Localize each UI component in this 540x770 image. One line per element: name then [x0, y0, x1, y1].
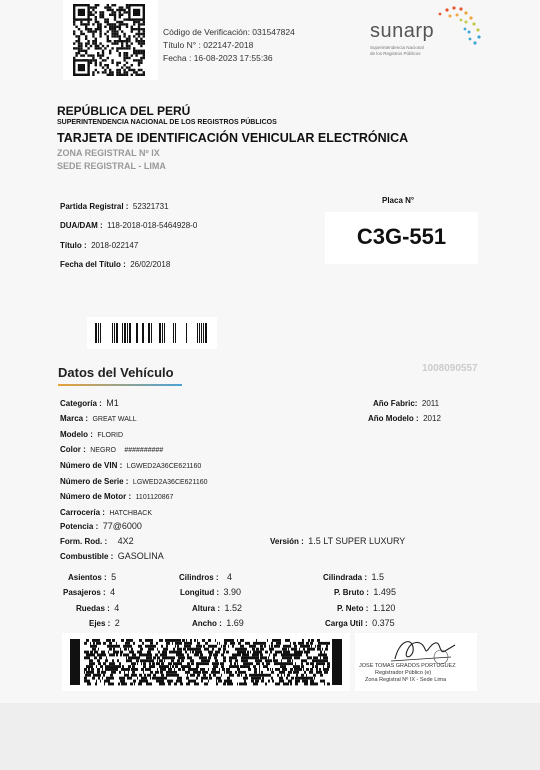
partida-value: 52321731: [132, 202, 169, 211]
anio-mod-row: Año Modelo : 2012: [368, 414, 441, 423]
neto-row: P. Neto : 1.120: [337, 603, 396, 613]
dua-label: DUA/DAM :: [60, 221, 103, 230]
asientos-row: Asientos : 5: [68, 572, 117, 582]
bruto-row: P. Bruto : 1.495: [334, 587, 396, 597]
institution-title: SUPERINTENDENCIA NACIONAL DE LOS REGISTROS PÚBLICOS: [57, 119, 277, 126]
combustible-row: Combustible : GASOLINA: [60, 551, 164, 561]
signatory-name: JOSE TOMAS GRADOS PORTUGUEZ: [359, 663, 456, 669]
titulo-row: [60, 235, 138, 253]
potencia-row: Potencia : 77@6000: [60, 521, 142, 531]
carga-row: Carga Util : 0.375: [325, 618, 395, 628]
country-title: REPÚBLICA DEL PERÚ: [57, 104, 191, 118]
partida-label: Partida Registral :: [60, 202, 129, 211]
dua-row: [60, 215, 197, 233]
ruedas-row: Ruedas : 4: [76, 603, 120, 613]
carroceria-row: Carrocería : HATCHBACK: [60, 508, 153, 517]
ancho-row: Ancho : 1.69: [192, 618, 244, 628]
fecha-row: [60, 254, 170, 272]
seat-title: SEDE REGISTRAL - LIMA: [57, 161, 166, 171]
plate-box: [325, 212, 478, 264]
sunarp-logo-text: sunarp: [370, 20, 435, 42]
ejes-row: Ejes : 2: [89, 618, 120, 628]
cilindros-row: Cilindros : 4: [179, 572, 233, 582]
signatory-office: Zona Registral Nº IX - Sede Lima: [365, 677, 447, 683]
signature-block: [355, 633, 477, 691]
verification-date: Fecha : 16-08-2023 17:55:36: [163, 53, 273, 63]
verification-code: Código de Verificación: 031547824: [163, 27, 295, 37]
altura-row: Altura : 1.52: [192, 603, 242, 613]
section-underline: [58, 384, 182, 386]
motor-row: Número de Motor : 1101120867: [60, 492, 174, 501]
sunarp-logo-subtitle: Superintendencia Nacional de los Registros Públicos: [370, 45, 424, 56]
signatory-role: Registrador Público (e): [375, 670, 432, 676]
pasajeros-row: Pasajeros : 4: [63, 587, 116, 597]
categoria-row: Categoría : M1: [60, 398, 119, 408]
longitud-row: Longitud : 3.90: [180, 587, 242, 597]
modelo-row: Modelo : FLORID: [60, 430, 124, 439]
version-row: Versión : 1.5 LT SUPER LUXURY: [270, 536, 406, 546]
titulo-value: 2018-022147: [91, 241, 139, 250]
plate-number: C3G-551: [356, 224, 447, 249]
document-number: 1008090557: [422, 363, 478, 374]
vin-row: Número de VIN : LGWED2A36CE621160: [60, 461, 202, 470]
color-row: Color : NEGRO ##########: [60, 445, 164, 454]
anio-fab-row: Año Fabric: 2011: [373, 399, 440, 408]
signature-text: [359, 663, 456, 684]
signature-scribble-icon: [355, 633, 477, 667]
fecha-label: Fecha del Título :: [60, 260, 126, 269]
plate-label: Placa N°: [382, 196, 415, 205]
section-title: Datos del Vehículo: [58, 365, 174, 380]
zone-title: ZONA REGISTRAL Nº IX: [57, 148, 160, 158]
verification-block: [163, 26, 295, 65]
cilindrada-row: Cilindrada : 1.5: [323, 572, 384, 582]
marca-row: Marca : GREAT WALL: [60, 414, 137, 423]
form-row: Form. Rod. : 4X2: [60, 536, 134, 546]
dua-value: 118-2018-018-5464928-0: [107, 221, 198, 230]
sunarp-logo: [362, 2, 492, 64]
partida-row: [60, 196, 169, 214]
qr-code: [63, 0, 158, 80]
document-title: TARJETA DE IDENTIFICACIÓN VEHICULAR ELECTRÓNICA: [57, 131, 409, 145]
small-barcode: [87, 317, 217, 349]
verification-title: Título N° : 022147-2018: [163, 40, 254, 50]
titulo-label: Título :: [60, 241, 87, 250]
serie-row: Número de Serie : LGWED2A36CE621160: [60, 477, 208, 486]
pdf417-barcode: [62, 633, 350, 691]
fecha-value: 26/02/2018: [130, 260, 171, 269]
